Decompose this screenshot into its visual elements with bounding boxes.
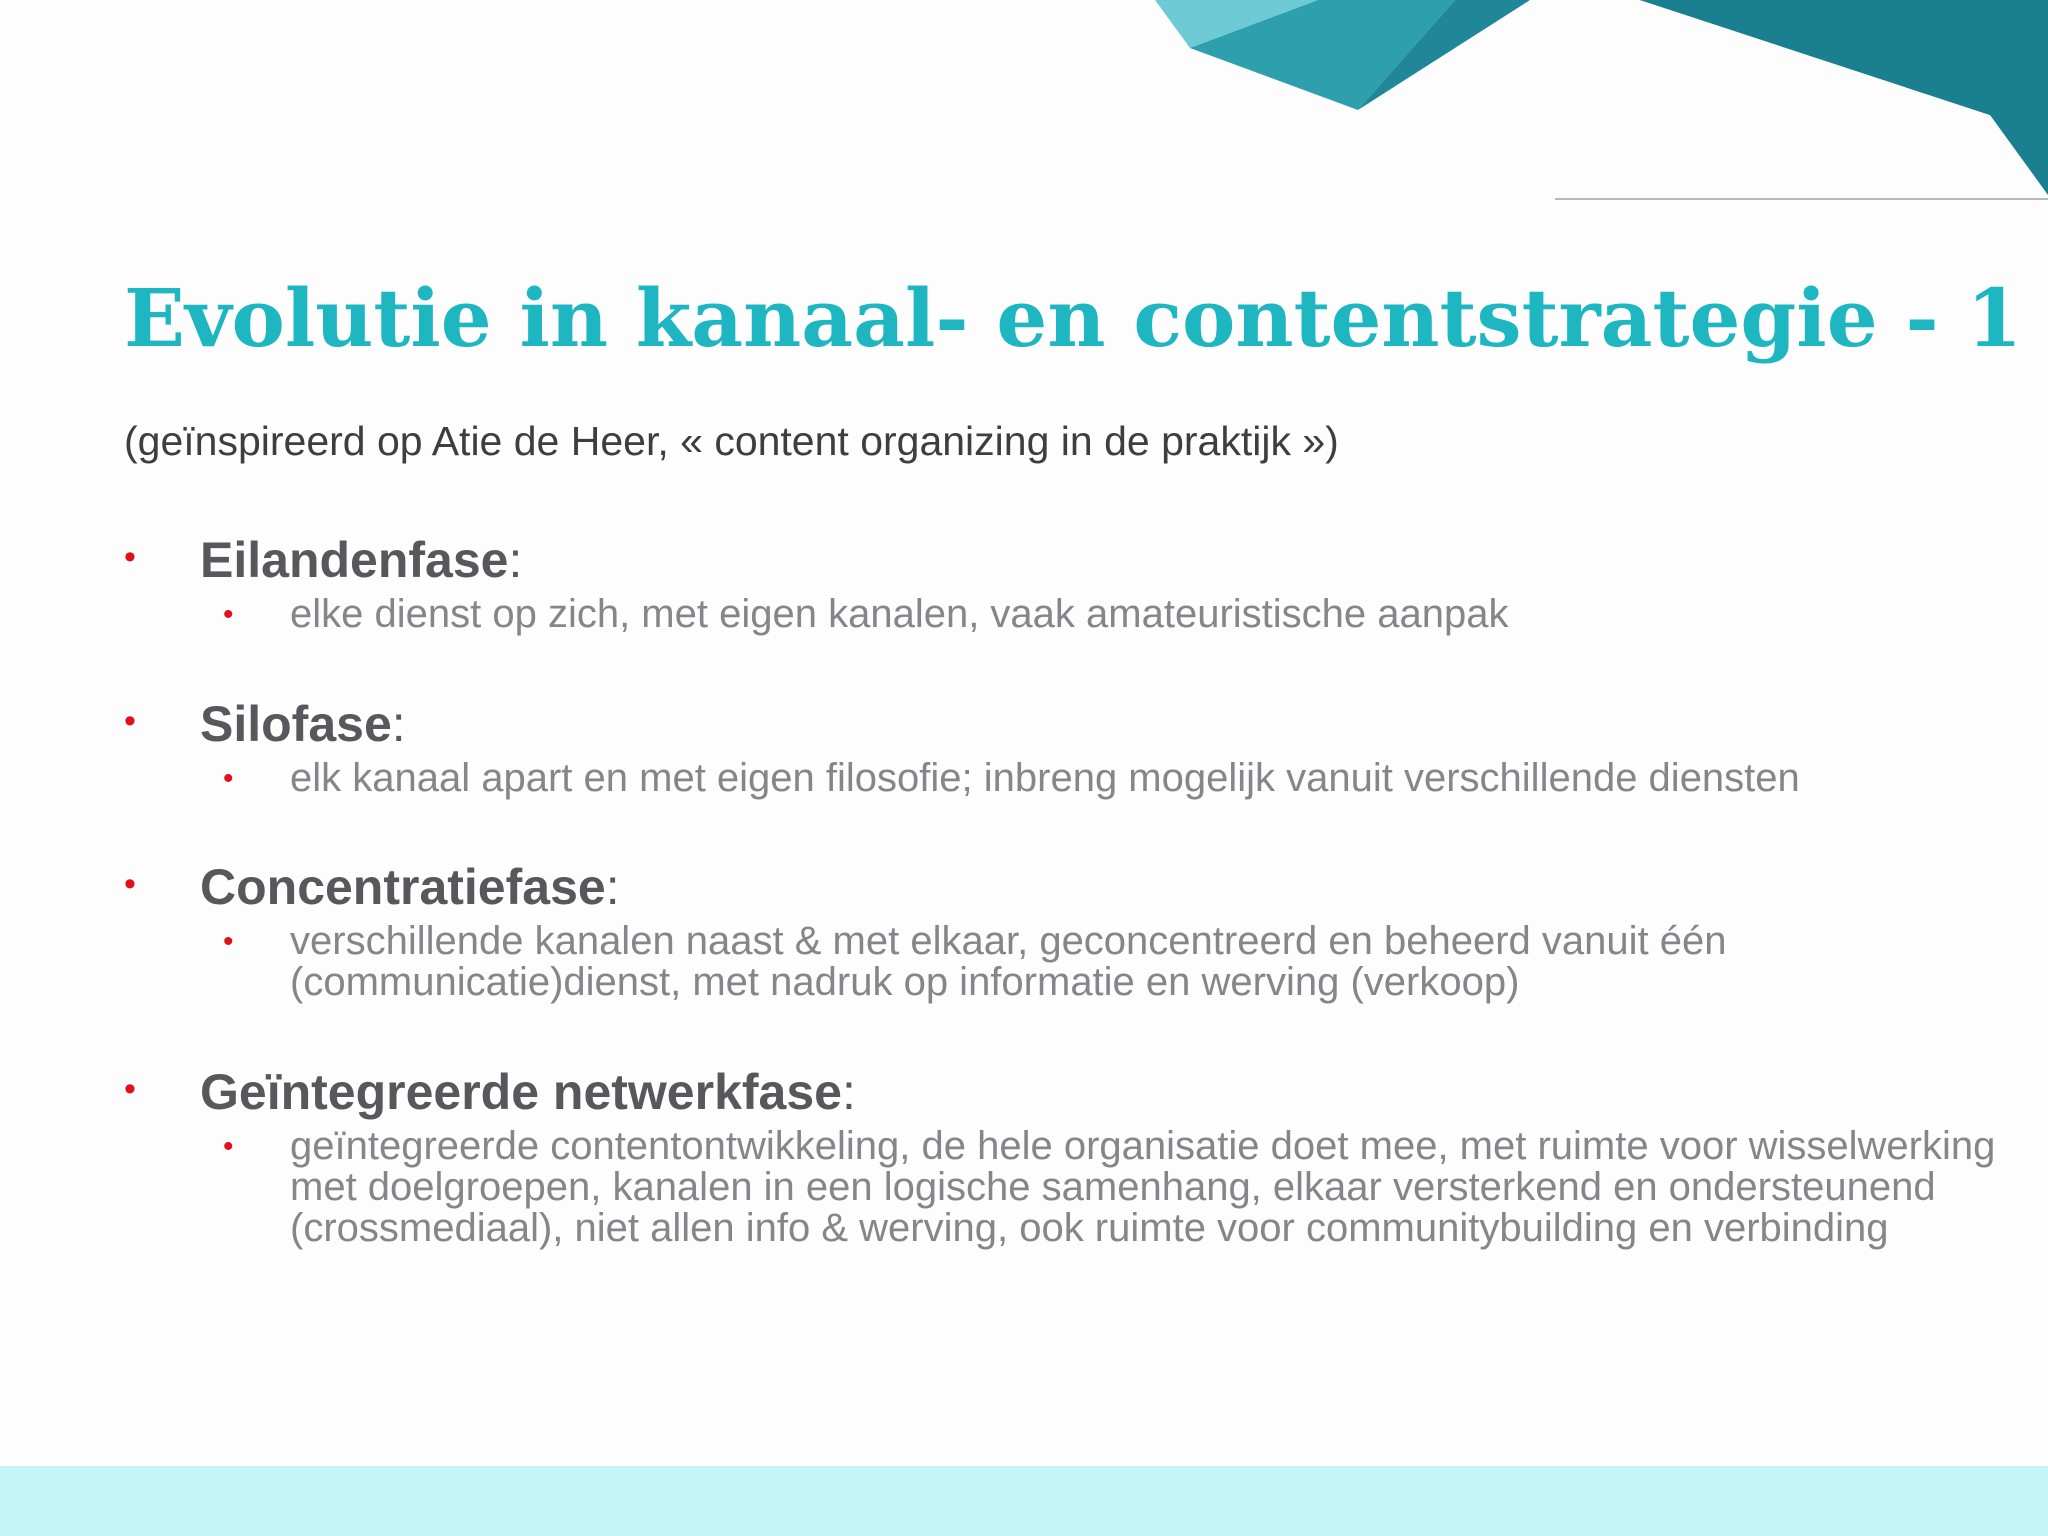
phase-heading	[200, 857, 620, 917]
bullet-marker: •	[124, 702, 136, 740]
sub-bullet-marker: •	[223, 762, 234, 795]
phase-name: Silofase	[200, 696, 392, 752]
phase-heading	[200, 530, 522, 590]
phase-colon: :	[605, 859, 620, 915]
slide-title: Evolutie in kanaal- en contentstrategie - 1	[124, 271, 2023, 365]
bullet-marker: •	[124, 1070, 136, 1108]
phase-colon: :	[508, 532, 523, 588]
slide-subtitle: (geïnspireerd op Atie de Heer, « content organizing in de praktijk »)	[124, 418, 1339, 464]
phase-detail: geïntegreerde contentontwikkeling, de hele organisatie doet mee, met ruimte voor wisselwerking met doelgroepen, kanalen in een logische samenhang, elkaar versterkend en ondersteunend (crossmediaal), niet allen info & werving, ook ruimte voor communitybuilding en verbinding	[290, 1124, 1996, 1250]
phase-heading	[200, 1062, 856, 1122]
bullet-marker: •	[124, 538, 136, 576]
phase-colon: :	[391, 696, 406, 752]
sub-bullet-marker: •	[223, 925, 234, 958]
phase-heading	[200, 694, 406, 754]
phase-name: Concentratiefase	[200, 859, 606, 915]
phase-name: Eilandenfase	[200, 532, 509, 588]
phase-detail: elke dienst op zich, met eigen kanalen, vaak amateuristische aanpak	[290, 592, 1509, 636]
bottom-band	[0, 1466, 2048, 1536]
sub-bullet-marker: •	[223, 598, 234, 631]
bullet-marker: •	[124, 865, 136, 903]
phase-colon: :	[841, 1064, 856, 1120]
phase-name: Geïntegreerde netwerkfase	[200, 1064, 842, 1120]
phase-detail: elk kanaal apart en met eigen filosofie; inbreng mogelijk vanuit verschillende diensten	[290, 756, 1800, 800]
phase-detail: verschillende kanalen naast & met elkaar, geconcentreerd en beheerd vanuit één (communicatie)dienst, met nadruk op informatie en werving (verkoop)	[290, 919, 1727, 1004]
sub-bullet-marker: •	[223, 1130, 234, 1163]
